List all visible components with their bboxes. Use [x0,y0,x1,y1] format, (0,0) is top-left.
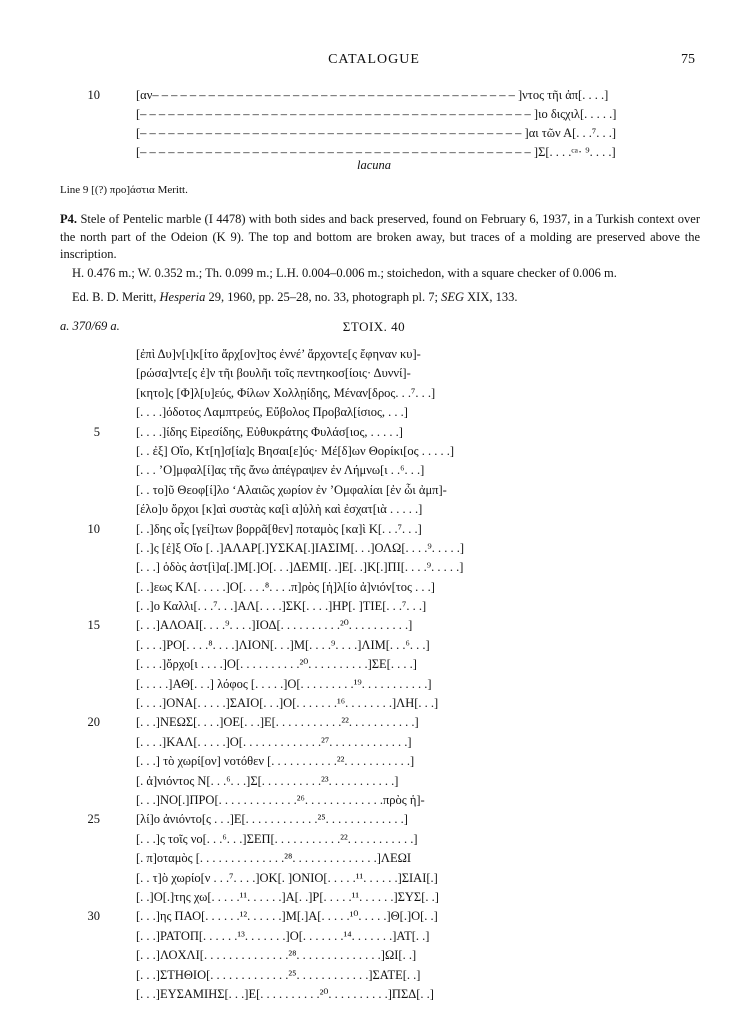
inscription-line [60,733,700,752]
inscription-line [60,520,700,539]
inscription-line [60,105,700,124]
inscription-line [60,966,700,985]
line-text: [. .]ο Καλλι[. . .⁷. . .]ΑΛ[. . . .]ΣΚ[. . . .]ΗΡ[. ]ΤΙΕ[. . .⁷. . .] [136,599,427,614]
line-text: [. . .]ΡΑΤΟΠ[. . . . . .¹³. . . . . . .]Ο[. . . . . . .¹⁴. . . . . . .]ΑΤ[. .] [136,928,430,943]
page-number: 75 [681,52,695,67]
inscription-line [60,364,700,383]
line-text: [. . . .]ΟΝΑ[. . . . .]ΣΑΙΟ[. . .]Ο[. . . . . . .¹⁶. . . . . . . .]ΛΗ[. . .] [136,696,439,711]
apparatus-note: Line 9 [(?) προ]άστια Meritt. [60,184,188,196]
line-text: [. . . .]ὄρχο[ι . . . .]Ο[. . . . . . . . . .²⁰. . . . . . . . . .]ΣΕ[. . . .] [136,657,417,672]
edition-middle: 29, 1960, pp. 25–28, no. 33, photograph pl. 7; [205,290,442,304]
line-text: [. . .]ης ΠΑΟ[. . . . . .¹². . . . . .]Μ[.]Α[. . . . .¹⁰. . . . .]Θ[.]Ο[. .] [136,909,438,924]
line-text: [. . . .]ίδης Εἰρεσίδης, Εὐθυκράτης Φυλάσ[ιος, . . . . .] [136,424,403,439]
edition-prefix: Ed. B. D. Meritt, [72,290,160,304]
line-text: [. . τ]ὸ χωρίο[ν . . .⁷. . . .]ΟΚ[. ]ΟΝΙΟ[. . . . .¹¹. . . . . .]ΣΙΑΙ[.] [136,870,438,885]
inscription-line [60,558,700,577]
line-text: [λί]ο ἀνιόντο[ς . . .]Ε[. . . . . . . . . . . .²⁵. . . . . . . . . . . . .] [136,812,408,827]
line-text: [. .]ς [ἐ]ξ Οἴο [. .]ΑΛΑΡ[.]ΥΣΚΑ[.]ΙΑΣΙΜ[. . .]ΟΛΩ[. . . .⁹. . . . .] [136,540,464,555]
line-text: [. . .]ΝΕΩΣ[. . . .]ΟΕ[. . .]Ε[. . . . . . . . . . .²². . . . . . . . . . .] [136,715,419,730]
lacuna-label: lacuna [356,158,392,172]
line-text: [. . ἐξ] Οἴο, Κτ[η]σ[ία]ς Βησαι[ε]ύς· Μέ[δ]ων Θορίκι[ος . . . . .] [136,443,455,458]
edition-seg: SEG [441,290,465,304]
line-text: [. . . .]όδοτος Λαμπτρεύς, Εὔβολος Προβαλ[ίσιος, . . .] [136,405,408,420]
line-text: [. . . . .]ΑΘ[. . .] λόφος [. . . . .]Ο[. . . . . . . . .¹⁹. . . . . . . . . . .] [136,676,432,691]
inscription-line [60,888,700,907]
edition-reference [72,290,517,305]
inscription-line [60,655,700,674]
catalogue-entry-description [60,211,700,264]
line-text: [. π]οταμὸς [. . . . . . . . . . . . . .²⁸. . . . . . . . . . . . . .]ΛΕΩΙ [136,851,412,866]
entry-label: P4. [60,212,78,226]
line-text: [. . .]ΕΥΣΑΜΙΗΣ[. . .]Ε[. . . . . . . . . .²⁰. . . . . . . . . .]ΠΣΔ[. .] [136,986,434,1001]
line-text: [. . το]ῦ Θεοφ[ί]λο ‘Αλαιῶς χωρίον ἐν ’Ομφαλίαι [ἐν ὧι ἀμπ]- [136,482,447,497]
inscription-date: a. 370/69 a. [60,319,120,333]
line-text: [έλο]υ ὄρχοι [κ]αὶ συστὰς κα[ὶ α]ὐλὴ καὶ ἐσχατ[ιὰ . . . . .] [136,502,423,517]
edition-suffix: XIX, 133. [464,290,518,304]
inscription-line [60,985,700,1004]
inscription-line [60,500,700,519]
inscription-line [60,616,700,635]
line-text: [. ἀ]νιόντος Ν[. . .⁶. . .]Σ[. . . . . . . . . .²³. . . . . . . . . . .] [136,773,399,788]
inscription-line [60,907,700,926]
line-text: [– – – – – – – – – – – – – – – – – – – – – – – – – – – – – – – – – – – – – – – – – – ]Σ[. . . .ᶜᵃ· ⁹. . . .] [136,145,616,159]
line-text: [. . .]ς τοῖς νο[. . .⁶. . .]ΣΕΠ[. . . . . . . . . . .²². . . . . . . . . . .] [136,831,418,846]
line-text: [. .]εως ΚΛ[. . . . .]Ο[. . . .⁸. . . .π]ρὸς [ἡ]λ[ίο ἀ]νιόν[τος . . .] [136,579,435,594]
inscription-line [60,636,700,655]
inscription-line [60,830,700,849]
inscription-line [60,791,700,810]
inscription-line [60,946,700,965]
line-text: [. . . .]ΚΑΛ[. . . . .]Ο[. . . . . . . . . . . . .²⁷. . . . . . . . . . . . .] [136,734,412,749]
line-text: [κητο]ς [Φ]λ[υ]εύς, Φίλων Χολλῃίδης, Μέναν[δρος. . .⁷. . .] [136,385,436,400]
inscription-line [60,384,700,403]
stoichedon-label: ΣΤΟΙΧ. 40 [342,319,406,334]
inscription-line [60,849,700,868]
line-number: 25 [87,812,100,827]
inscription-line [60,927,700,946]
inscription-line [60,423,700,442]
line-text: [. . .] ὁδὸς ἀστ[ὶ]α[.]Μ[.]Ο[. . .]ΔΕΜΙ[. .]Ε[. .]Κ[.]ΠΙ[. . . .⁹. . . . .] [136,560,464,575]
line-number: 10 [87,88,100,102]
line-number: 10 [87,521,100,536]
inscription-line [60,578,700,597]
previous-inscription-fragment [60,86,700,162]
line-text: [. . . ’Ο]μφαλ[ί]ας τῆς ἄνω ἀπέγραψεν ἐν Λήμνω[ι . .⁶. . .] [136,463,425,478]
inscription-line [60,124,700,143]
inscription-line [60,752,700,771]
running-header: CATALOGUE [328,52,420,67]
line-number: 15 [87,618,100,633]
line-text: [. . .]ΣΤΗΘΙΟ[. . . . . . . . . . . . .²⁵. . . . . . . . . . . .]ΣΑΤΕ[. .] [136,967,421,982]
inscription-line [60,86,700,105]
line-text: [. . .] τὸ χωρί[ον] νοτόθεν [. . . . . . . . . . .²². . . . . . . . . . .] [136,754,415,769]
inscription-line [60,403,700,422]
line-text: [. . .]ΛΟΧΛΙ[. . . . . . . . . . . . . .²⁸. . . . . . . . . . . . . .]ΩΙ[. .] [136,948,417,963]
inscription-line [60,481,700,500]
line-text: [ρώσα]ντε[ς ἐ]ν τῆι βουλῆι τοῖς πεντηκοσ[ίοις· Δυννί]- [136,366,411,381]
inscription-line [60,345,700,364]
inscription-line [60,810,700,829]
line-number: 5 [93,424,100,439]
line-text: [. . .]ΑΛΟΑΙ[. . . .⁹. . . .]ΙΟΔ[. . . . . . . . . .²⁰. . . . . . . . . .] [136,618,413,633]
line-text: [ἐπὶ Δυ]ν[ι]κ[ίτο ἄρχ[ον]τος ἐννέ’ ἄρχοντε[ς ἔφηναν κυ]- [136,347,421,361]
inscription-line [60,597,700,616]
inscription-line [60,461,700,480]
line-number: 20 [87,715,100,730]
inscription-line [60,694,700,713]
line-text: [. .]Ο[.]της χω[. . . . .¹¹. . . . . .]Α[. .]Ρ[. . . . .¹¹. . . . . .]ΣΥΣ[. .] [136,889,439,904]
entry-text: Stele of Pentelic marble (I 4478) with both sides and back preserved, found on February 6, 1937, in a Turkish context over the north part of the Odeion (K 9). The top and bottom are broken away, but traces of a molding are preserved above the inscription. [60,212,700,261]
inscription-line [60,539,700,558]
line-text: [– – – – – – – – – – – – – – – – – – – – – – – – – – – – – – – – – – – – – – – – – – ]ιο διςχιλ[. . . . .] [136,107,617,121]
edition-journal: Hesperia [159,290,206,304]
line-text: [. . . .]ΡΟ[. . . .⁸. . . .]ΛΙΟΝ[. . .]Μ[. . . .⁹. . . .]ΛΙΜ[. . .⁶. . .] [136,637,430,652]
inscription-line [60,675,700,694]
line-number: 30 [87,909,100,924]
line-text: [. . .]ΝΟ[.]ΠΡΟ[. . . . . . . . . . . . .²⁶. . . . . . . . . . . . .πρὸς ἡ]- [136,792,425,807]
inscription-line [60,713,700,732]
inscription-line [60,772,700,791]
line-text: [– – – – – – – – – – – – – – – – – – – – – – – – – – – – – – – – – – – – – – – – – ]αι τῶν Α[. . .⁷. . .] [136,126,617,140]
inscription-line [60,869,700,888]
line-text: [. .]δης οἷς [γεί]των βορρᾶ[θεν] ποταμὸς [κα]ὶ Κ[. . .⁷. . .] [136,521,422,536]
measurements: H. 0.476 m.; W. 0.352 m.; Th. 0.099 m.; L.H. 0.004–0.006 m.; stoichedon, with a square checker of 0.006 m. [72,266,617,280]
line-text: [αν– – – – – – – – – – – – – – – – – – – – – – – – – – – – – – – – – – – – – – – ]ντος τῆι ἀπ[. . . .] [136,88,609,102]
inscription-line [60,442,700,461]
inscription-text [60,345,700,1004]
